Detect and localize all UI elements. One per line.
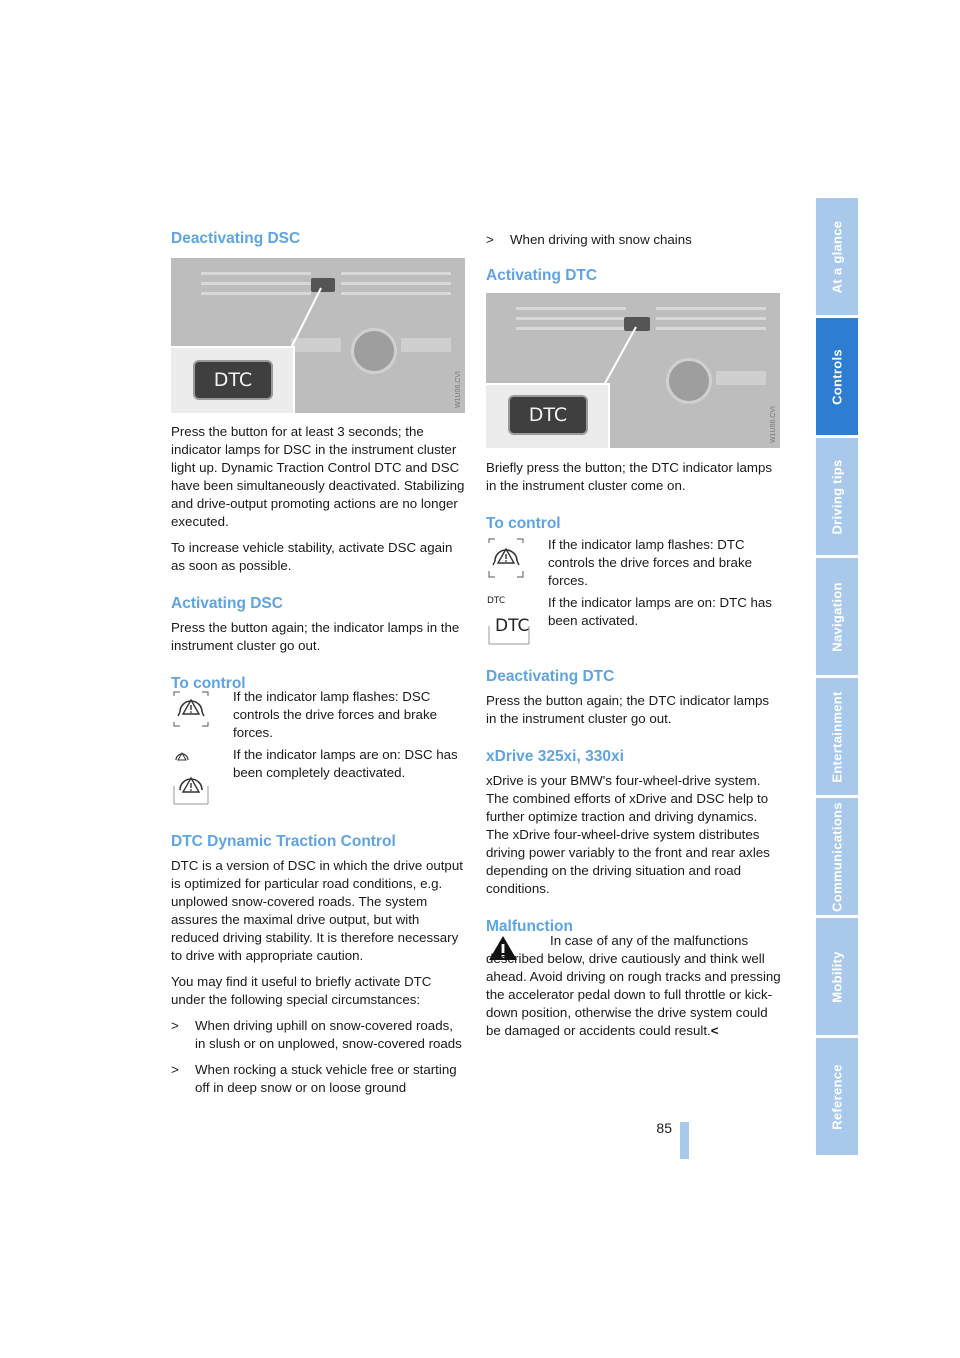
dtc-on-indicator-icon: DTC bbox=[487, 608, 531, 646]
heading-xdrive: xDrive 325xi, 330xi bbox=[486, 748, 624, 765]
list-item: > When driving uphill on snow-covered roads, in slush or on unplowed, snow-covered roads bbox=[171, 1018, 462, 1051]
paragraph: DTC is a version of DSC in which the drive output is optimized for particular road conditions, e.g. unplowed snow-covered roads. The system assures the maximal drive output, but with reduced driving stability. It is therefore necessary to drive with appropriate caution. bbox=[171, 858, 463, 963]
tab-mobility[interactable]: Mobility bbox=[816, 918, 858, 1035]
page-marker-bar bbox=[680, 1122, 689, 1159]
dtc-button-image: DTC bbox=[193, 360, 273, 400]
heading-malfunction: Malfunction bbox=[486, 918, 573, 935]
chapter-tabs bbox=[816, 198, 858, 1158]
heading-to-control: To control bbox=[171, 675, 246, 692]
paragraph: To increase vehicle stability, activate DSC again as soon as possible. bbox=[171, 540, 453, 573]
paragraph: Press the button again; the indicator lamps in the instrument cluster go out. bbox=[171, 620, 460, 653]
paragraph: Press the button for at least 3 seconds; the indicator lamps for DSC in the instrument cluster light up. Dynamic Traction Control DTC and DSC have been simultaneously deactivated. Stabilizing and drive-output promoting actions are no longer executed. bbox=[171, 424, 465, 529]
dtc-button-image: DTC bbox=[508, 395, 588, 435]
heading-activating-dtc: Activating DTC bbox=[486, 267, 598, 284]
dsc-small-indicator-icon bbox=[172, 747, 192, 767]
tab-navigation[interactable]: Navigation bbox=[816, 558, 858, 675]
heading-dtc: DTC Dynamic Traction Control bbox=[171, 833, 396, 850]
left-column bbox=[171, 230, 466, 248]
dtc-flash-indicator-icon bbox=[487, 537, 525, 575]
dtc-small-label: DTC bbox=[487, 596, 506, 606]
right-column-bottom bbox=[486, 668, 781, 936]
tab-entertainment[interactable]: Entertainment bbox=[816, 678, 858, 795]
activating-dtc-text bbox=[486, 459, 781, 533]
paragraph: You may find it useful to briefly activate DTC under the following special circumstances: bbox=[171, 974, 432, 1007]
dtc-button-photo bbox=[486, 293, 780, 448]
dsc-on-indicator-icon bbox=[172, 768, 210, 806]
tab-controls[interactable]: Controls bbox=[816, 318, 858, 435]
photo-code: W1U06.CVI bbox=[455, 371, 462, 408]
dsc-button-photo bbox=[171, 258, 465, 413]
to-control-item-1: If the indicator lamp flashes: DTC controls the drive forces and brake forces. bbox=[548, 537, 752, 588]
page-number: 85 bbox=[656, 1120, 672, 1136]
paragraph: Briefly press the button; the DTC indicator lamps in the instrument cluster come on. bbox=[486, 460, 773, 493]
dsc-flash-indicator-icon bbox=[172, 690, 210, 728]
heading-activating-dsc: Activating DSC bbox=[171, 595, 283, 612]
heading-to-control: To control bbox=[486, 515, 561, 532]
paragraph: xDrive is your BMW's four-wheel-drive system. The combined efforts of xDrive and DSC help to further optimize traction and driving dynamics. The xDrive four-wheel-drive system distributes driving power variably to the front and rear axles depending on the driving situation and road conditions. bbox=[486, 773, 770, 896]
malfunction-warning-text: In case of any of the malfunctions described below, drive cautiously and think well ahead. Avoid driving on rough tracks and pressing the accelerator pedal down to full throttle or kick-down position, otherwise the drive system could be damaged or accidents could result.< bbox=[486, 933, 781, 1038]
tab-driving-tips[interactable]: Driving tips bbox=[816, 438, 858, 555]
paragraph: Press the button again; the DTC indicator lamps in the instrument cluster go out. bbox=[486, 693, 770, 726]
to-control-item-1: If the indicator lamp flashes: DSC controls the drive forces and brake forces. bbox=[233, 689, 437, 740]
deactivating-dsc-text bbox=[171, 423, 466, 693]
right-column-top bbox=[486, 231, 781, 285]
button-inset bbox=[486, 383, 610, 448]
to-control-item-2: If the indicator lamps are on: DTC has been activated. bbox=[548, 595, 772, 628]
tab-reference[interactable]: Reference bbox=[816, 1038, 858, 1155]
tab-communications[interactable]: Communications bbox=[816, 798, 858, 915]
list-item: > When rocking a stuck vehicle free or starting off in deep snow or on loose ground bbox=[171, 1062, 457, 1095]
dtc-section bbox=[171, 833, 466, 1097]
heading-deactivating-dtc: Deactivating DTC bbox=[486, 668, 615, 685]
photo-code: W1U06.CVI bbox=[770, 406, 777, 443]
button-inset bbox=[171, 346, 295, 413]
heading-deactivating-dsc: Deactivating DSC bbox=[171, 230, 301, 247]
tab-at-a-glance[interactable]: At a glance bbox=[816, 198, 858, 315]
to-control-item-2: If the indicator lamps are on: DSC has been completely deactivated. bbox=[233, 747, 458, 780]
list-item: > When driving with snow chains bbox=[486, 232, 692, 247]
